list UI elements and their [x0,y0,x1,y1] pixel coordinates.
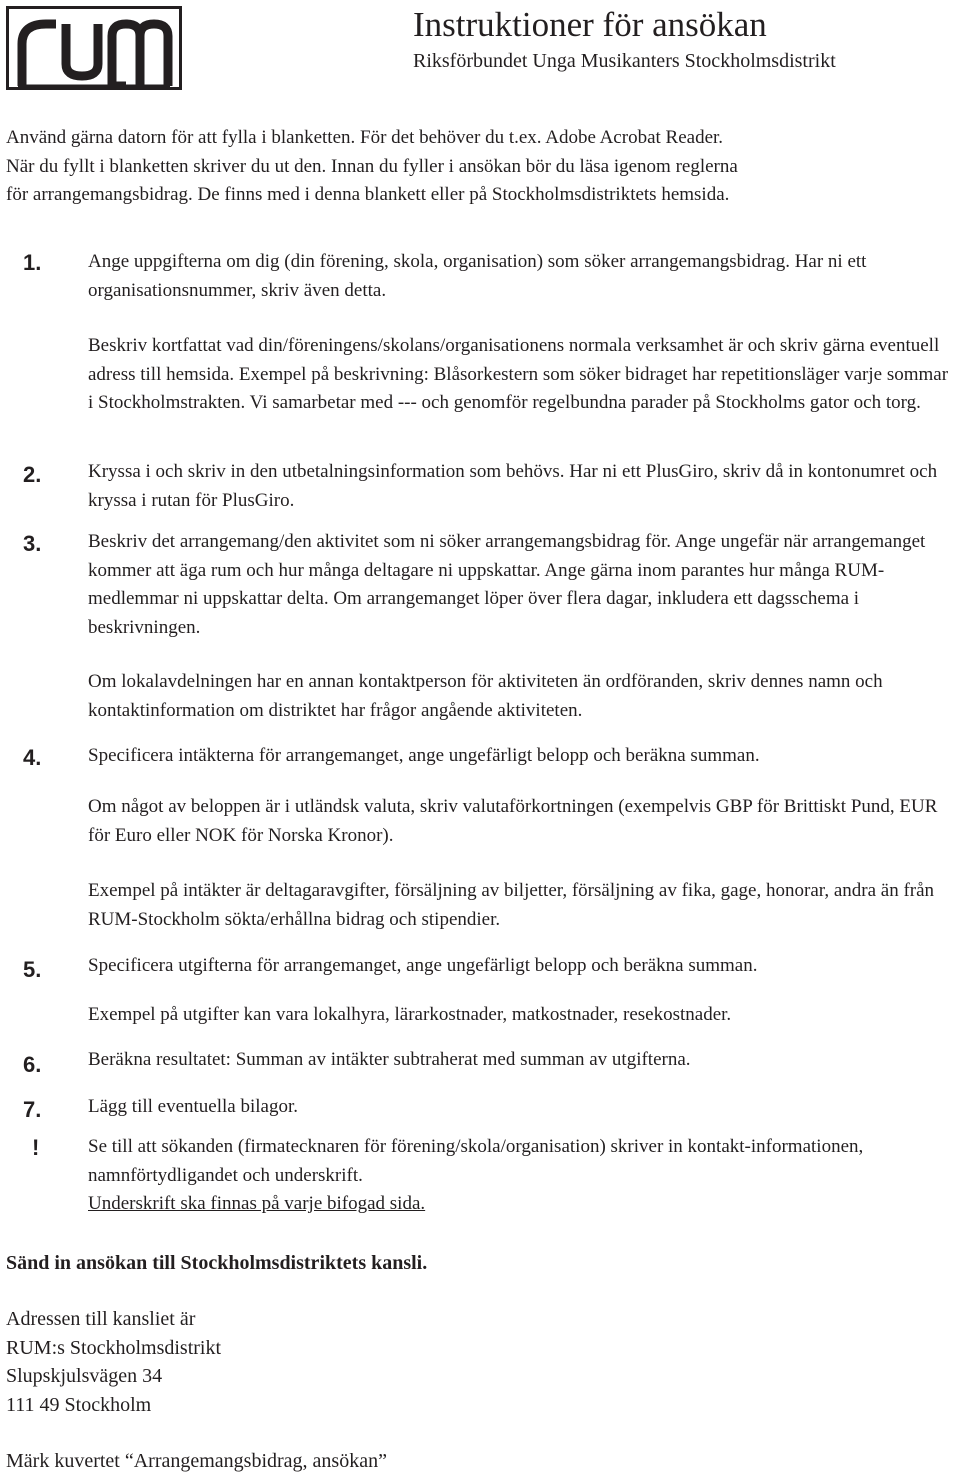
intro-line: för arrangemangsbidrag. De finns med i denna blankett eller på Stockholmsdistriktets hemsida. [6,184,730,205]
item-4-text: Specificera intäkterna för arrangemanget, ange ungefärligt belopp och beräkna summan. [88,745,760,766]
item-1-text: Ange uppgifterna om dig (din förening, skola, organisation) som söker arrangemangsbidrag. Har ni ett organisationsnummer, skriv även detta. [88,251,867,301]
item-number-4: 4. [23,745,42,770]
intro-line: Använd gärna datorn för att fylla i blanketten. För det behöver du t.ex. Adobe Acrobat Reader. [6,127,724,148]
address-line: 111 49 Stockholm [6,1393,152,1416]
address-intro: Adressen till kansliet är [6,1308,196,1330]
item-6-text: Beräkna resultatet: Summan av intäkter subtraherat med summan av utgifterna. [88,1049,691,1070]
item-5-text: Specificera utgifterna för arrangemanget, ange ungefärligt belopp och beräkna summan. [88,955,758,976]
page-title: Instruktioner för ansökan [413,5,767,44]
item-number-3: 3. [23,531,42,556]
intro-text [6,124,936,210]
item-number-5: 5. [23,957,42,982]
item-note-marker: ! [32,1135,40,1160]
item-4-currency-text: Om något av beloppen är i utländsk valuta, skriv valutaförkortningen (exempelvis GBP för Brittiskt Pund, EUR för Euro eller NOK för Norska Kronor). [88,796,938,846]
item-2-text: Kryssa i och skriv in den utbetalningsinformation som behövs. Har ni ett PlusGiro, skriv då in kontonumret och kryssa i rutan för PlusGiro. [88,461,938,511]
rum-logo-mark [6,6,182,90]
office-address [6,1305,221,1419]
item-4-example-text: Exempel på intäkter är deltagaravgifter, försäljning av biljetter, försäljning av fika, gage, honorar, andra än från RUM-Stockholm sökta/erhållna bidrag och stipendier. [88,880,935,930]
item-3-contact-text: Om lokalavdelningen har en annan kontaktperson för aktiviteten än ordföranden, skriv dennes namn och kontaktinformation om distriktet har frågor angående aktiviteten. [88,671,883,721]
item-3-text: Beskriv det arrangemang/den aktivitet som ni söker arrangemangsbidrag för. Ange ungefär när arrangemanget kommer att äga rum och hur många deltagare ni uppskattar. Ange gärna inom parantes hur många RUM-medlemmar ni uppskattar delta. Om arrangemanget löper över flera dagar, inkludera ett dagsschema i beskrivningen. [88,531,926,638]
address-line: RUM:s Stockholmsdistrikt [6,1336,222,1359]
note-text: Se till att sökanden (firmatecknaren för förening/skola/organisation) skriver in kontakt-informationen, namnförtydligandet och underskrift. [88,1136,864,1186]
item-1-description: Beskriv kortfattat vad din/föreningens/skolans/organisationens normala verksamhet är och skriv gärna eventuell adress till hemsida. Exempel på beskrivning: Blåsorkestern som söker bidraget har repetitionsläger varje sommar i Stockholmstrakten. Vi samarbetar med --- och genomför regelbundna parader på Stockholms gator och torg. [88,335,949,413]
item-number-1: 1. [23,250,42,275]
page-subtitle: Riksförbundet Unga Musikanters Stockholmsdistrikt [413,50,836,72]
item-number-6: 6. [23,1052,42,1077]
item-number-2: 2. [23,462,42,487]
send-instruction: Sänd in ansökan till Stockholmsdistriktets kansli. [6,1252,428,1274]
rum-logo [6,6,182,90]
item-7-text: Lägg till eventuella bilagor. [88,1096,298,1117]
intro-line: När du fyllt i blanketten skriver du ut den. Innan du fyller i ansökan bör du läsa igenom reglerna [6,155,738,177]
item-5-example-text: Exempel på utgifter kan vara lokalhyra, lärarkostnader, matkostnader, resekostnader. [88,1004,732,1025]
note-underlined-text: Underskrift ska finnas på varje bifogad sida. [88,1193,426,1214]
envelope-mark-instruction: Märk kuvertet “Arrangemangsbidrag, ansökan” [6,1450,387,1472]
item-number-7: 7. [23,1097,42,1122]
item-note-text [88,1133,918,1219]
address-line: Slupskjulsvägen 34 [6,1365,163,1387]
